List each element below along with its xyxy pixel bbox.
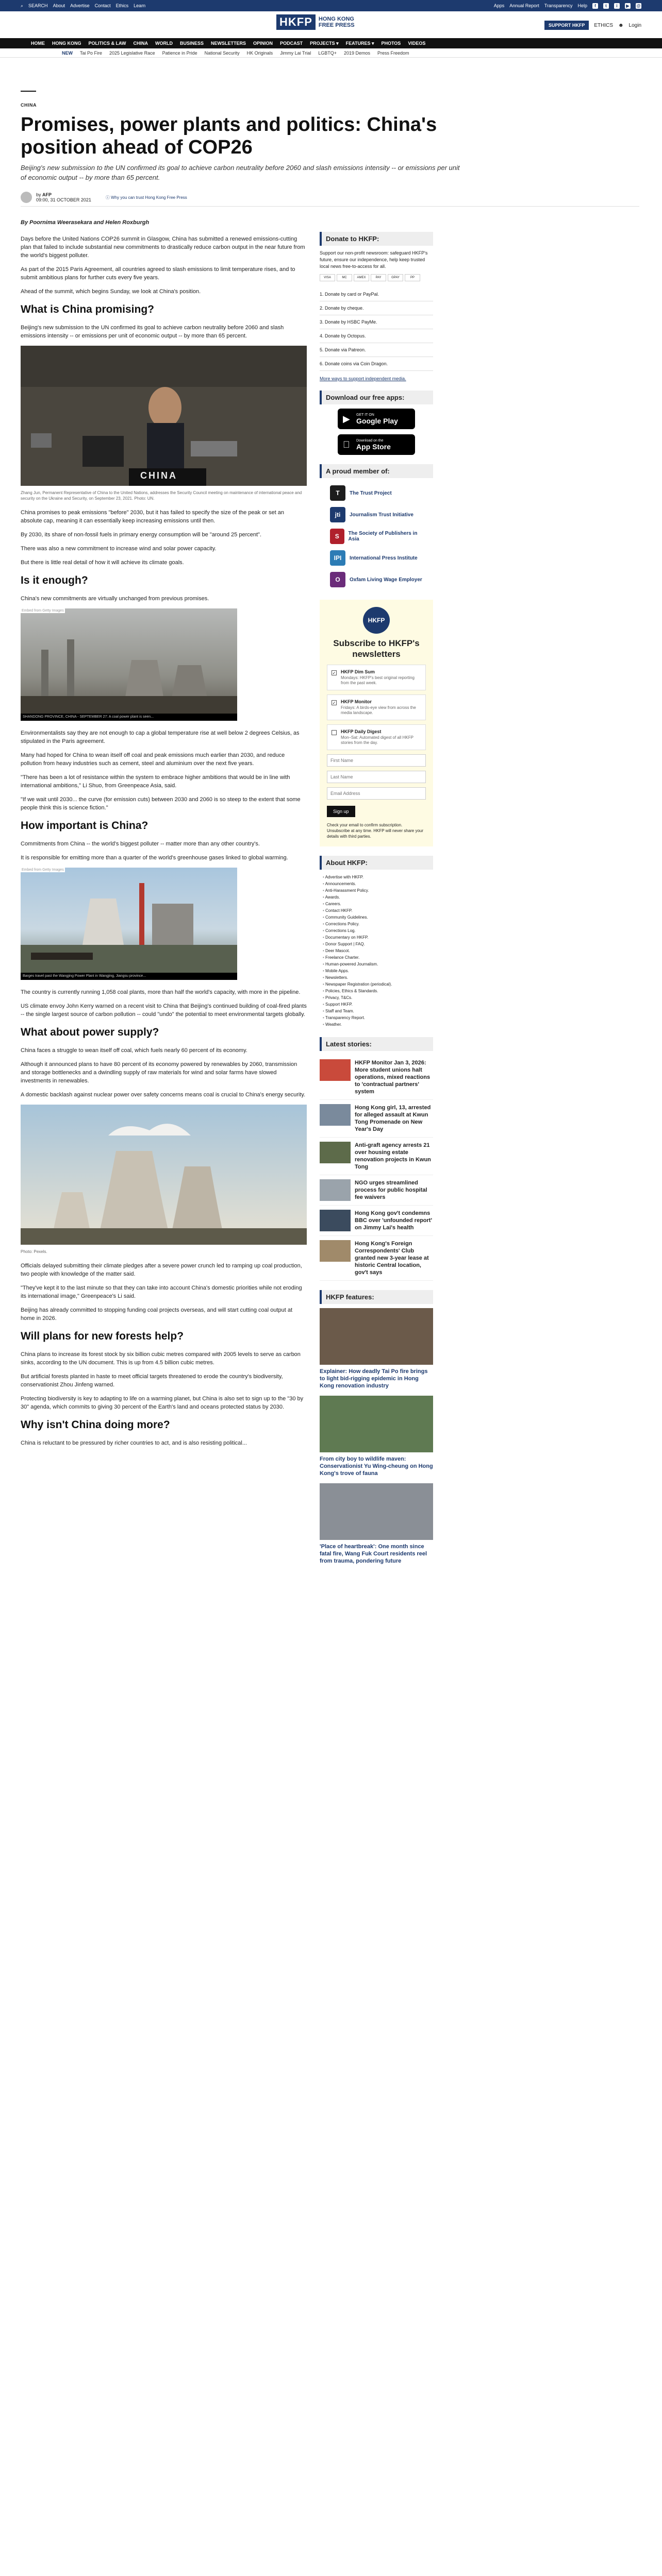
country-placard: CHINA [140, 470, 177, 481]
feature-image [320, 1483, 433, 1540]
about-link[interactable]: • Newspaper Registration (periodical). [323, 981, 433, 988]
section-heading: Will plans for new forests help? [21, 1330, 184, 1342]
category-kicker[interactable]: CHINA [21, 103, 37, 108]
top-utility-bar [0, 0, 662, 11]
about-link[interactable]: • Contact HKFP. [323, 907, 433, 914]
nav-item[interactable]: PROJECTS ▾ [310, 40, 339, 46]
new-badge: NEW [62, 50, 73, 56]
author-name[interactable]: AFP [42, 192, 52, 197]
paragraph: Beijing's new submission to the UN confirmed its goal to achieve carbon neutrality before 2060 and slash emissions intensity -- or emissions per unit of economic output -- by more than 65 percent. [21, 325, 284, 339]
latest-story[interactable] [320, 1055, 433, 1100]
story-title[interactable]: HKFP Monitor Jan 3, 2026: More student unions halt operations, mixed reactions to 'contractual partners' system [355, 1060, 431, 1095]
donate-option[interactable]: 4. Donate by Octopus. [320, 329, 433, 343]
newsletter-option[interactable] [327, 665, 426, 690]
feature-title[interactable]: From city boy to wildlife maven: Conservationist Yu Wing-cheung on Hong Kong's trove of fauna [320, 1456, 433, 1477]
byline [21, 192, 187, 203]
trending-item[interactable]: LGBTQ+ [318, 50, 337, 56]
story-thumbnail [320, 1240, 351, 1262]
member-name: The Society of Publishers in Asia [348, 531, 418, 542]
paragraph: But artificial forests planted in haste to meet official targets threatened to erode the country's biodiversity, conservationist Zhou Jinfeng warned. [21, 1374, 283, 1388]
facebook-icon[interactable]: f [592, 3, 598, 9]
nav-item[interactable]: BUSINESS [180, 41, 204, 46]
about-link[interactable]: • Anti-Harassment Policy. [323, 887, 433, 894]
paragraph: As part of the 2015 Paris Agreement, all countries agreed to slash emissions to limit temperature rises, and to submit ambitious plans for further cuts every five years. [21, 266, 295, 281]
getty-credit: Embed from Getty Images [22, 868, 64, 872]
about-link[interactable]: • Policies, Ethics & Standards. [323, 988, 433, 994]
paragraph: Days before the United Nations COP26 summit in Glasgow, China has submitted a renewed emissions-cutting plan that failed to include substantial new commitments to drastically reduce carbon output in the near future from the world's biggest polluter. [21, 236, 305, 259]
newsletter-name: HKFP Daily Digest [341, 729, 382, 734]
newsletter-box [320, 600, 433, 846]
sidebar [320, 232, 433, 1571]
about-link[interactable]: • Announcements. [323, 880, 433, 887]
paragraph: Beijing has already committed to stopping funding coal projects overseas, and will start cutting coal output at home in 2026. [21, 1307, 293, 1321]
newsletter-option[interactable] [327, 694, 426, 720]
advertise-link[interactable]: Advertise [70, 3, 90, 8]
kicker-divider [21, 91, 36, 92]
about-link[interactable]: • Deer Mascot. [323, 947, 433, 954]
about-link[interactable]: • Community Guidelines. [323, 914, 433, 921]
transparency-link[interactable]: Transparency [544, 3, 573, 8]
about-link[interactable]: • Newsletters. [323, 974, 433, 981]
member-mark-icon: O [330, 572, 345, 587]
paragraph: But there is little real detail of how it will achieve its climate goals. [21, 560, 184, 566]
about-link[interactable]: • Transparency Report. [323, 1014, 433, 1021]
masthead [0, 11, 662, 38]
member-logos [320, 482, 433, 590]
getty-credit: Embed from Getty Images [22, 609, 64, 613]
first-name-input[interactable] [327, 754, 426, 767]
feature-title[interactable]: 'Place of heartbreak': One month since fatal fire, Wang Fuk Court residents reel from trauma, pondering future [320, 1544, 427, 1564]
trust-link[interactable]: ⓘ Why you can trust Hong Kong Free Press [105, 195, 187, 200]
donate-options [320, 287, 433, 371]
google-play-badge[interactable]: ▶ GET IT ON Google Play [338, 409, 415, 429]
learn-link[interactable]: Learn [134, 3, 146, 8]
logo-text: HONG KONG FREE PRESS [318, 16, 355, 28]
trending-item[interactable]: Tai Po Fire [80, 50, 103, 56]
nav-item[interactable]: OPINION [253, 41, 273, 46]
donate-option[interactable]: 6. Donate coins via Coin Dragon. [320, 357, 433, 371]
newsletter-logo: HKFP [363, 607, 390, 634]
newsletter-desc: Fridays: A birds-eye view from across the media landscape. [341, 705, 416, 715]
paragraph: By 2030, its share of non-fossil fuels in primary energy consumption will be "around 25 percent". [21, 532, 261, 538]
checkbox[interactable]: ✓ [332, 701, 336, 705]
power-plant-river-illustration [21, 868, 237, 973]
trending-item[interactable]: Patience in Pride [162, 50, 197, 56]
newsletter-fine-print: Check your email to confirm subscription. Unsubscribe at any time. HKFP will never share your details with third parties. [327, 823, 424, 839]
member-name: The Trust Project [350, 490, 392, 496]
paragraph: China plans to increase its forest stock by six billion cubic metres compared with 2005 levels to serve as carbon sinks, according to the UN document. This is up from 4.5 billion cubic metres. [21, 1351, 301, 1366]
donate-option[interactable]: 2. Donate by cheque. [320, 301, 433, 315]
latest-story[interactable] [320, 1100, 433, 1138]
paragraph: China promises to peak emissions "before" 2030, but it has failed to specify the size of the peak or set an absolute cap, meaning it can essentially keep increasing emissions until then. [21, 510, 285, 524]
member-logo[interactable] [320, 526, 433, 547]
apps-link[interactable]: Apps [493, 3, 505, 8]
cooling-towers-illustration [21, 1105, 307, 1245]
section-heading: Is it enough? [21, 574, 88, 586]
newsletter-option[interactable] [327, 724, 426, 750]
trending-items [80, 50, 409, 56]
paragraph: There was also a new commitment to increase wind and solar power capacity. [21, 546, 217, 552]
nav-item[interactable]: PHOTOS [381, 41, 401, 46]
story-title[interactable]: Hong Kong's Foreign Correspondents' Club granted new 3-year lease at historic Central location, gov't says [355, 1241, 429, 1276]
trending-item[interactable]: Jimmy Lai Trial [280, 50, 311, 56]
youtube-icon[interactable]: ▶ [625, 3, 631, 9]
signup-button[interactable]: Sign up [327, 806, 355, 817]
paragraph: Ahead of the summit, which begins Sunday, we look at China's position. [21, 289, 201, 295]
photo-illustration [21, 346, 307, 486]
member-name: Journalism Trust Initiative [350, 512, 413, 518]
about-link[interactable]: • Corrections Log. [323, 927, 433, 934]
paragraph: China faces a struggle to wean itself off coal, which fuels nearly 60 percent of its economy. [21, 1047, 247, 1054]
paragraph: "They've kept it to the last minute so that they can take into account China's domestic priorities while not eroding its international image," Greenpeace's Li said. [21, 1285, 302, 1299]
paragraph: US climate envoy John Kerry warned on a recent visit to China that Beijing's continued building of coal-fired plants -- the single largest source of carbon pollution -- could "undo" the potential to meet environmental targets globally. [21, 1003, 307, 1018]
newsletter-options [327, 665, 426, 750]
logo-mark: HKFP [276, 14, 316, 30]
getty-embed-coal-plant[interactable] [21, 608, 237, 721]
about-link[interactable]: • Support HKFP. [323, 1001, 433, 1008]
about-link[interactable]: • Mobile Apps. [323, 968, 433, 974]
trending-item[interactable]: National Security [204, 50, 240, 56]
nav-item[interactable]: HONG KONG [52, 41, 81, 46]
member-mark-icon: IPI [330, 550, 345, 566]
annual-report-link[interactable]: Annual Report [509, 3, 539, 8]
member-mark-icon: jti [330, 507, 345, 522]
latest-story[interactable] [320, 1236, 433, 1281]
contact-link[interactable]: Contact [94, 3, 111, 8]
about-link[interactable]: • Corrections Policy. [323, 921, 433, 927]
about-links [320, 874, 433, 1028]
feature-stories [320, 1308, 433, 1565]
story-thumbnail [320, 1179, 351, 1201]
login-link[interactable]: Login [628, 22, 641, 28]
donate-option[interactable]: 5. Donate via Patreon. [320, 343, 433, 357]
paragraph: "There has been a lot of resistance within the system to embrace higher ambitions that would be in line with international ambitions," Li Shuo, from Greenpeace Asia, said. [21, 774, 290, 789]
paragraph: The country is currently running 1,058 coal plants, more than half the world's capacity, with more in the pipeline. [21, 989, 301, 995]
paragraph: Many had hoped for China to wean itself off coal and peak emissions much earlier than 2030, and reduce pollution from heavy industries such as cement, steel and aluminium over the next five years. [21, 752, 285, 767]
trending-item[interactable]: HK Originals [246, 50, 273, 56]
about-link[interactable]: • Human-powered Journalism. [323, 961, 433, 968]
email-icon[interactable]: @ [636, 3, 641, 8]
masthead-actions [544, 21, 641, 30]
more-ways-link[interactable]: More ways to support independent media. [320, 376, 406, 381]
nav-item[interactable]: CHINA [133, 41, 148, 46]
apple-icon [343, 439, 350, 450]
support-button[interactable]: SUPPORT HKFP [544, 21, 589, 30]
paragraph: China's new commitments are virtually unchanged from previous promises. [21, 596, 209, 602]
trending-item[interactable]: 2019 Demos [343, 50, 370, 56]
latest-story[interactable] [320, 1175, 433, 1206]
member-heading: A proud member of: [320, 464, 433, 478]
section-heading: What about power supply? [21, 1026, 159, 1038]
donate-heading: Donate to HKFP: [320, 232, 433, 246]
trending-item[interactable]: Press Freedom [377, 50, 409, 56]
newsletter-desc: Mondays: HKFP's best original reporting from the past week. [341, 675, 415, 685]
story-title[interactable]: Hong Kong girl, 13, arrested for alleged assault at Kwun Tong Promenade on New Year's Day [355, 1105, 431, 1132]
member-logo[interactable] [320, 547, 433, 569]
nav-item[interactable]: WORLD [155, 41, 173, 46]
paragraph: Protecting biodiversity is key to adapting to life on a warming planet, but China is also set to sign up to the "30 by 30" agenda, which commits to giving 30 percent of the Earth's land and oceans protected status by 2030. [21, 1396, 304, 1410]
checkbox[interactable]: ✓ [332, 671, 336, 675]
feature-story[interactable] [320, 1483, 433, 1565]
newsletter-name: HKFP Monitor [341, 699, 372, 704]
getty-caption-strip: Barges travel past the Wangjing Power Plant in Wangjing, Jiangsu province... [21, 973, 237, 980]
coal-plant-illustration [21, 608, 237, 714]
member-logo[interactable] [320, 482, 433, 504]
about-link[interactable]: • Freelance Charter. [323, 954, 433, 961]
feature-story[interactable] [320, 1308, 433, 1389]
trending-nav [0, 48, 662, 58]
latest-stories [320, 1055, 433, 1281]
story-title[interactable]: NGO urges streamlined process for public hospital fee waivers [355, 1180, 427, 1200]
paragraph: Although it announced plans to have 80 percent of its economy powered by renewables by 2060, transmission and storage bottlenecks and a dwindling supply of raw materials for wind and solar farms have slowed investments in renewables. [21, 1061, 297, 1084]
latest-story[interactable] [320, 1206, 433, 1236]
about-link[interactable]: • Donor Support | FAQ. [323, 941, 433, 947]
nav-item[interactable]: HOME [31, 41, 45, 46]
about-link[interactable]: • Documentary on HKFP. [323, 934, 433, 941]
publish-date: 09:00, 31 OCTOBER 2021 [36, 197, 91, 202]
payment-icon: GPAY [388, 274, 403, 281]
payment-icon: AMEX [354, 274, 369, 281]
by-label: by [36, 192, 41, 197]
donate-option[interactable]: 3. Donate by HSBC PayMe. [320, 315, 433, 329]
getty-embed-wangjing-plant[interactable] [21, 868, 237, 980]
user-icon[interactable]: ☻ [618, 22, 624, 28]
section-heading: What is China promising? [21, 303, 155, 315]
help-link[interactable]: Help [577, 3, 587, 8]
payment-icons [320, 274, 433, 281]
payment-icon: MC [337, 274, 352, 281]
play-icon: ▶ [343, 414, 350, 424]
main-nav [0, 38, 662, 48]
photo-cooling-towers [21, 1105, 307, 1245]
photo-caption: Zhang Jun, Permanent Representative of China to the United Nations, addresses the Security Council meeting on maintenance of international peace and security on the Ukraine and Security, on September 23, 2021. Photo: UN. [21, 490, 302, 501]
email-input[interactable] [327, 787, 426, 800]
app-store-badge[interactable]: Download on the App Store [338, 434, 415, 455]
member-name: Oxfam Living Wage Employer [350, 577, 422, 583]
article-body [21, 235, 307, 1453]
story-thumbnail [320, 1142, 351, 1163]
ethics-button[interactable]: ETHICS [594, 22, 613, 28]
newsletter-heading: Subscribe to HKFP's newsletters [333, 638, 420, 659]
newsletter-desc: Mon–Sat: Automated digest of all HKFP stories from the day. [341, 735, 413, 745]
search-icon[interactable]: ⌕ [21, 3, 24, 8]
paragraph: China is reluctant to be pressured by richer countries to act, and is also resisting political... [21, 1440, 247, 1446]
member-mark-icon: T [330, 485, 345, 501]
about-link[interactable]: • Awards. [323, 894, 433, 901]
story-thumbnail [320, 1104, 351, 1126]
article-standfirst: Beijing's new submission to the UN confirmed its goal to achieve carbon neutrality before 2060 and slash emissions intensity -- or emissions per unit of economic output -- by more than 65 percent. [21, 164, 460, 181]
search-link[interactable]: SEARCH [28, 3, 48, 8]
member-logo[interactable] [320, 504, 433, 526]
member-mark-icon: S [330, 529, 344, 544]
article-authors: By Poornima Weerasekara and Helen Roxburgh [21, 219, 150, 226]
section-heading: Why isn't China doing more? [21, 1419, 170, 1431]
header-separator [21, 206, 639, 207]
feature-image [320, 1396, 433, 1452]
apps-heading: Download our free apps: [320, 391, 433, 404]
paragraph: Environmentalists say they are not enough to cap a global temperature rise at well below 2 degrees Celsius, as stipulated in the Paris agreement. [21, 730, 300, 744]
latest-story[interactable] [320, 1138, 433, 1175]
paragraph: Commitments from China -- the world's biggest polluter -- matter more than any other country's. [21, 841, 260, 847]
feature-title[interactable]: Explainer: How deadly Tai Po fire brings to light bid-rigging epidemic in Hong Kong renovation industry [320, 1368, 428, 1389]
about-link[interactable]: • Privacy, T&Cs. [323, 994, 433, 1001]
latest-heading: Latest stories: [320, 1037, 433, 1051]
article-headline: Promises, power plants and politics: China's position ahead of COP26 [21, 114, 437, 158]
author-avatar [21, 192, 32, 203]
paragraph: Officials delayed submitting their climate pledges after a severe power crunch led to ramping up coal production, two people with knowledge of the matter said. [21, 1263, 302, 1277]
about-link[interactable]: • Staff and Team. [323, 1008, 433, 1014]
photo-caption: Photo: Pexels. [21, 1249, 47, 1254]
section-heading: How important is China? [21, 820, 148, 832]
donate-option[interactable]: 1. Donate by card or PayPal. [320, 287, 433, 301]
member-logo[interactable] [320, 569, 433, 590]
nav-item[interactable]: NEWSLETTERS [211, 41, 246, 46]
ethics-link[interactable]: Ethics [115, 3, 129, 8]
nav-item[interactable]: PODCAST [280, 41, 303, 46]
paragraph: A domestic backlash against nuclear power over safety concerns means coal is crucial to China's energy security. [21, 1092, 306, 1098]
twitter-icon[interactable]: t [603, 3, 609, 9]
story-title[interactable]: Hong Kong gov't condemns BBC over 'unfounded report' on Jimmy Lai's health [355, 1210, 433, 1231]
features-heading: HKFP features: [320, 1290, 433, 1304]
story-thumbnail [320, 1059, 351, 1081]
about-link[interactable]: About [53, 3, 65, 8]
getty-caption-strip: SHANDONG PROVINCE, CHINA - SEPTEMBER 27: A coal power plant is seen... [21, 714, 237, 721]
about-link[interactable]: • Weather. [323, 1021, 433, 1028]
instagram-icon[interactable]: i [614, 3, 620, 9]
nav-item[interactable]: FEATURES ▾ [345, 40, 374, 46]
last-name-input[interactable] [327, 771, 426, 783]
trending-item[interactable]: 2025 Legislative Race [109, 50, 155, 56]
member-name: International Press Institute [350, 555, 418, 561]
donate-text: Support our non-profit newsroom: safeguard HKFP's future, ensure our independence, help keep trusted local news free-to-access for all. [320, 250, 428, 269]
about-heading: About HKFP: [320, 856, 433, 870]
photo-zhang-jun [21, 346, 307, 486]
story-thumbnail [320, 1210, 351, 1231]
feature-story[interactable] [320, 1396, 433, 1477]
paragraph: It is responsible for emitting more than a quarter of the world's greenhouse gases linked to global warming. [21, 855, 288, 861]
payment-icon: VISA [320, 274, 335, 281]
paragraph: "If we wait until 2030... the curve (for emission cuts) between 2030 and 2060 is so steep to the extent that some people think this is science fiction." [21, 796, 301, 811]
nav-item[interactable]: VIDEOS [408, 41, 426, 46]
payment-icon: PP [405, 274, 420, 281]
feature-image [320, 1308, 433, 1365]
about-link[interactable]: • Advertise with HKFP. [323, 874, 433, 880]
story-title[interactable]: Anti-graft agency arrests 21 over housing estate renovation projects in Kwun Tong [355, 1142, 431, 1170]
about-link[interactable]: • Careers. [323, 901, 433, 907]
payment-icon: PAY [371, 274, 386, 281]
newsletter-name: HKFP Dim Sum [341, 669, 375, 674]
nav-item[interactable]: POLITICS & LAW [88, 41, 126, 46]
checkbox[interactable] [332, 730, 337, 735]
site-logo[interactable] [276, 14, 355, 30]
